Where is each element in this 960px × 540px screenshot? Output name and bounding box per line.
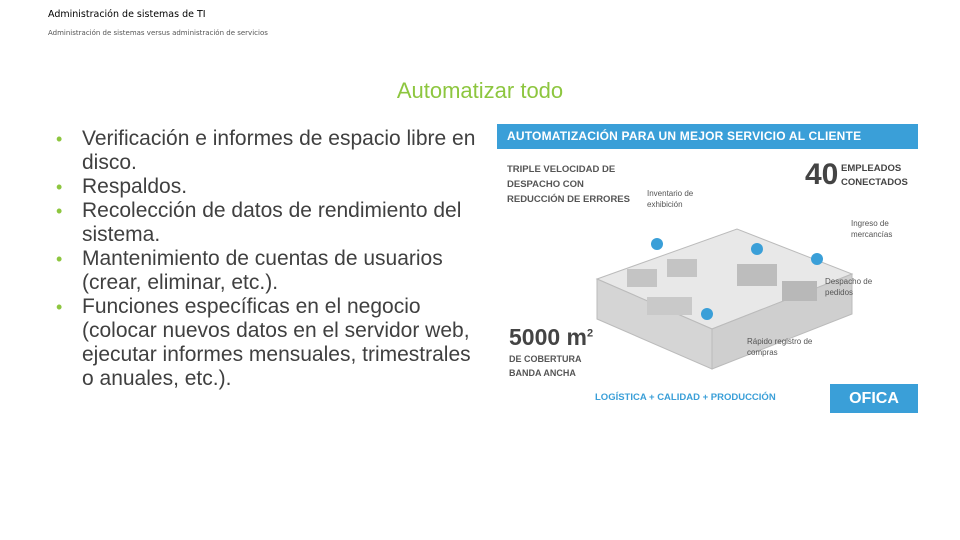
header-course-title: Administración de sistemas de TI	[48, 9, 206, 20]
label-despacho: Despacho de pedidos	[825, 277, 873, 297]
bullet-item: • Respaldos.	[56, 175, 476, 199]
label-rapido: Rápido registro de compras	[747, 337, 813, 357]
slide-title-text: Automatizar todo	[396, 78, 564, 103]
infographic-area-value: 5000 m	[509, 324, 588, 350]
infographic-footer: LOGÍSTICA + CALIDAD + PRODUCCIÓN	[595, 392, 776, 403]
infographic-employees-count: 40	[805, 158, 839, 191]
bullet-item: • Recolección de datos de rendimiento del sistema.	[56, 199, 476, 247]
infographic-area	[509, 324, 593, 351]
header-subtitle: Administración de sistemas versus administración de servicios	[48, 29, 268, 37]
bullet-item: • Mantenimiento de cuentas de usuarios (crear, eliminar, etc.).	[56, 247, 476, 295]
infographic-triple-speed: TRIPLE VELOCIDAD DE DESPACHO CON REDUCCIÓN DE ERRORES	[507, 164, 630, 205]
infographic-area-sup: 2	[587, 327, 594, 340]
label-ingreso: Ingreso de mercancías	[851, 219, 893, 239]
infographic-area-label: DE COBERTURA BANDA ANCHA	[509, 354, 582, 378]
infographic-banner: AUTOMATIZACIÓN PARA UN MEJOR SERVICIO AL CLIENTE	[497, 124, 918, 149]
brand-logo: OFICA	[830, 384, 918, 413]
bullet-item: • Verificación e informes de espacio libre en disco.	[56, 127, 476, 175]
slide-title	[0, 78, 960, 104]
infographic-employees-label: EMPLEADOS CONECTADOS	[841, 163, 908, 188]
bullet-list	[56, 127, 476, 391]
label-inventario: Inventario de exhibición	[647, 189, 694, 209]
automation-infographic	[497, 124, 918, 416]
bullet-item: • Funciones específicas en el negocio (colocar nuevos datos en el servidor web, ejecutar informes mensuales, trimestrales o anuales, etc.).	[56, 295, 476, 391]
